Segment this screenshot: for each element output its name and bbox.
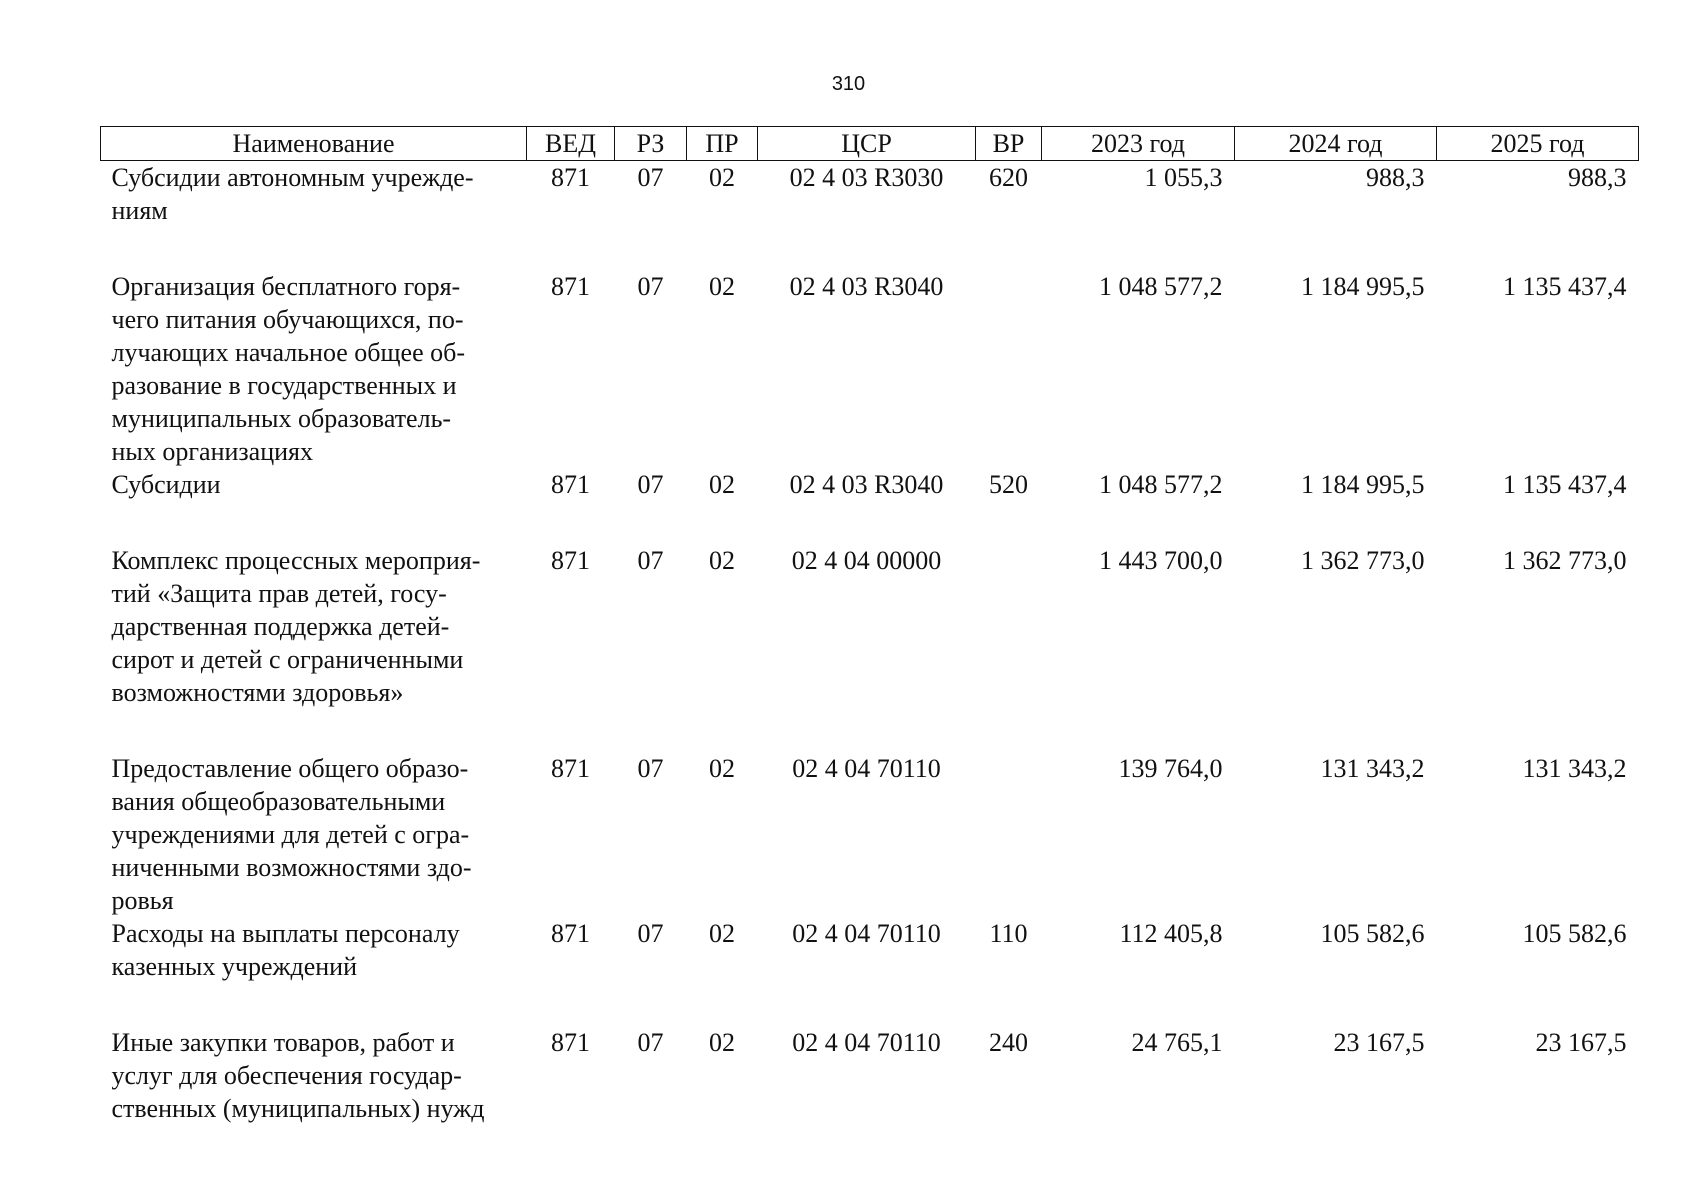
cell-rz: 07 [637,546,664,575]
cell-vr: 620 [989,163,1028,192]
cell-ved: 871 [551,919,590,948]
cell-2024: 1 184 995,5 [1301,272,1425,301]
cell-vr: 520 [989,470,1028,499]
cell-2024: 131 343,2 [1320,754,1425,783]
cell-name [101,270,527,468]
cell-pr: 02 [709,546,735,575]
cell-csr: 02 4 03 R3030 [789,163,944,192]
cell-pr: 02 [709,272,735,301]
cell-name-line: возможностями здоровья» [111,678,404,707]
header-csr: ЦСР [758,127,976,161]
table-row [101,752,1639,917]
cell-2024: 23 167,5 [1333,1028,1425,1057]
table-row [101,917,1639,1026]
cell-name-line: дарственная поддержка детей- [111,612,450,641]
cell-2025: 988,3 [1568,163,1627,192]
cell-rz: 07 [637,919,664,948]
cell-2025: 131 343,2 [1522,754,1627,783]
cell-2023: 1 048 577,2 [1099,272,1223,301]
cell-2024: 105 582,6 [1320,919,1425,948]
table-header-row [101,127,1639,161]
cell-name-line: услуг для обеспечения государ- [111,1061,462,1090]
cell-name-line: лучающих начальное общее об- [111,338,466,367]
cell-2024: 1 362 773,0 [1301,546,1425,575]
cell-name-line: казенных учреждений [111,952,357,981]
cell-rz: 07 [637,754,664,783]
cell-2023: 24 765,1 [1131,1028,1223,1057]
cell-name-line: сирот и детей с ограниченными [111,645,464,674]
cell-csr: 02 4 04 70110 [792,754,941,783]
cell-name-line: ровья [111,886,174,915]
cell-rz: 07 [637,272,664,301]
cell-csr: 02 4 04 70110 [792,1028,941,1057]
cell-name-line: Субсидии автономным учрежде- [111,163,474,192]
cell-pr: 02 [709,1028,735,1057]
cell-name-line: Организация бесплатного горя- [111,272,461,301]
cell-pr: 02 [709,470,735,499]
cell-2025: 1 362 773,0 [1503,546,1627,575]
cell-rz: 07 [637,163,664,192]
cell-name-line: ниям [111,196,168,225]
header-2025: 2025 год [1437,127,1639,161]
cell-ved: 871 [551,754,590,783]
cell-vr: 110 [989,919,1028,948]
cell-csr: 02 4 03 R3040 [789,272,944,301]
cell-name [101,161,527,271]
table-row [101,468,1639,544]
cell-ved: 871 [551,470,590,499]
header-2023: 2023 год [1042,127,1235,161]
cell-2023: 139 764,0 [1118,754,1223,783]
cell-pr: 02 [709,163,735,192]
cell-2023: 1 055,3 [1144,163,1223,192]
cell-ved: 871 [551,1028,590,1057]
cell-2023: 1 443 700,0 [1099,546,1223,575]
cell-name [101,468,527,544]
cell-name-line: муниципальных образователь- [111,404,452,433]
cell-name [101,917,527,1026]
cell-pr: 02 [709,919,735,948]
cell-name-line: ных организациях [111,437,314,466]
cell-ved: 871 [551,163,590,192]
cell-name-line: Расходы на выплаты персоналу [111,919,460,948]
cell-csr: 02 4 04 00000 [791,546,942,575]
cell-2023: 1 048 577,2 [1099,470,1223,499]
table-row [101,1026,1639,1125]
cell-2025: 1 135 437,4 [1503,272,1627,301]
page-number: 310 [831,73,866,95]
header-ved: ВЕД [527,127,615,161]
table-row [101,270,1639,468]
cell-name-line: разование в государственных и [111,371,457,400]
header-vr: ВР [976,127,1042,161]
budget-table [100,126,1639,1125]
cell-name-line: ственных (муниципальных) нужд [111,1094,485,1123]
cell-name-line: Комплекс процессных мероприя- [111,546,481,575]
cell-name-line: чего питания обучающихся, по- [111,305,464,334]
table-row [101,544,1639,752]
cell-2024: 1 184 995,5 [1301,470,1425,499]
cell-vr [976,752,1042,917]
cell-vr [976,270,1042,468]
header-pr: ПР [687,127,758,161]
cell-name-line: Иные закупки товаров, работ и [111,1028,455,1057]
cell-name-line: Субсидии [111,470,221,499]
cell-vr: 240 [989,1028,1028,1057]
cell-rz: 07 [637,470,664,499]
cell-2023: 112 405,8 [1119,919,1223,948]
table-row [101,161,1639,271]
cell-name-line: учреждениями для детей с огра- [111,820,470,849]
cell-name-line: вания общеобразовательными [111,787,446,816]
cell-name-line: Предоставление общего образо- [111,754,469,783]
cell-name-line: тий «Защита прав детей, госу- [111,579,447,608]
cell-2024: 988,3 [1366,163,1425,192]
cell-2025: 105 582,6 [1522,919,1627,948]
header-2024: 2024 год [1235,127,1437,161]
cell-vr [976,544,1042,752]
cell-name [101,752,527,917]
header-rz: РЗ [615,127,687,161]
cell-rz: 07 [637,1028,664,1057]
cell-csr: 02 4 03 R3040 [789,470,944,499]
cell-name-line: ниченными возможностями здо- [111,853,472,882]
cell-pr: 02 [709,754,735,783]
cell-ved: 871 [551,272,590,301]
header-name: Наименование [101,127,527,161]
cell-2025: 23 167,5 [1535,1028,1627,1057]
cell-ved: 871 [551,546,590,575]
cell-csr: 02 4 04 70110 [792,919,941,948]
cell-name [101,544,527,752]
table-body [101,161,1639,1126]
cell-2025: 1 135 437,4 [1503,470,1627,499]
cell-name [101,1026,527,1125]
